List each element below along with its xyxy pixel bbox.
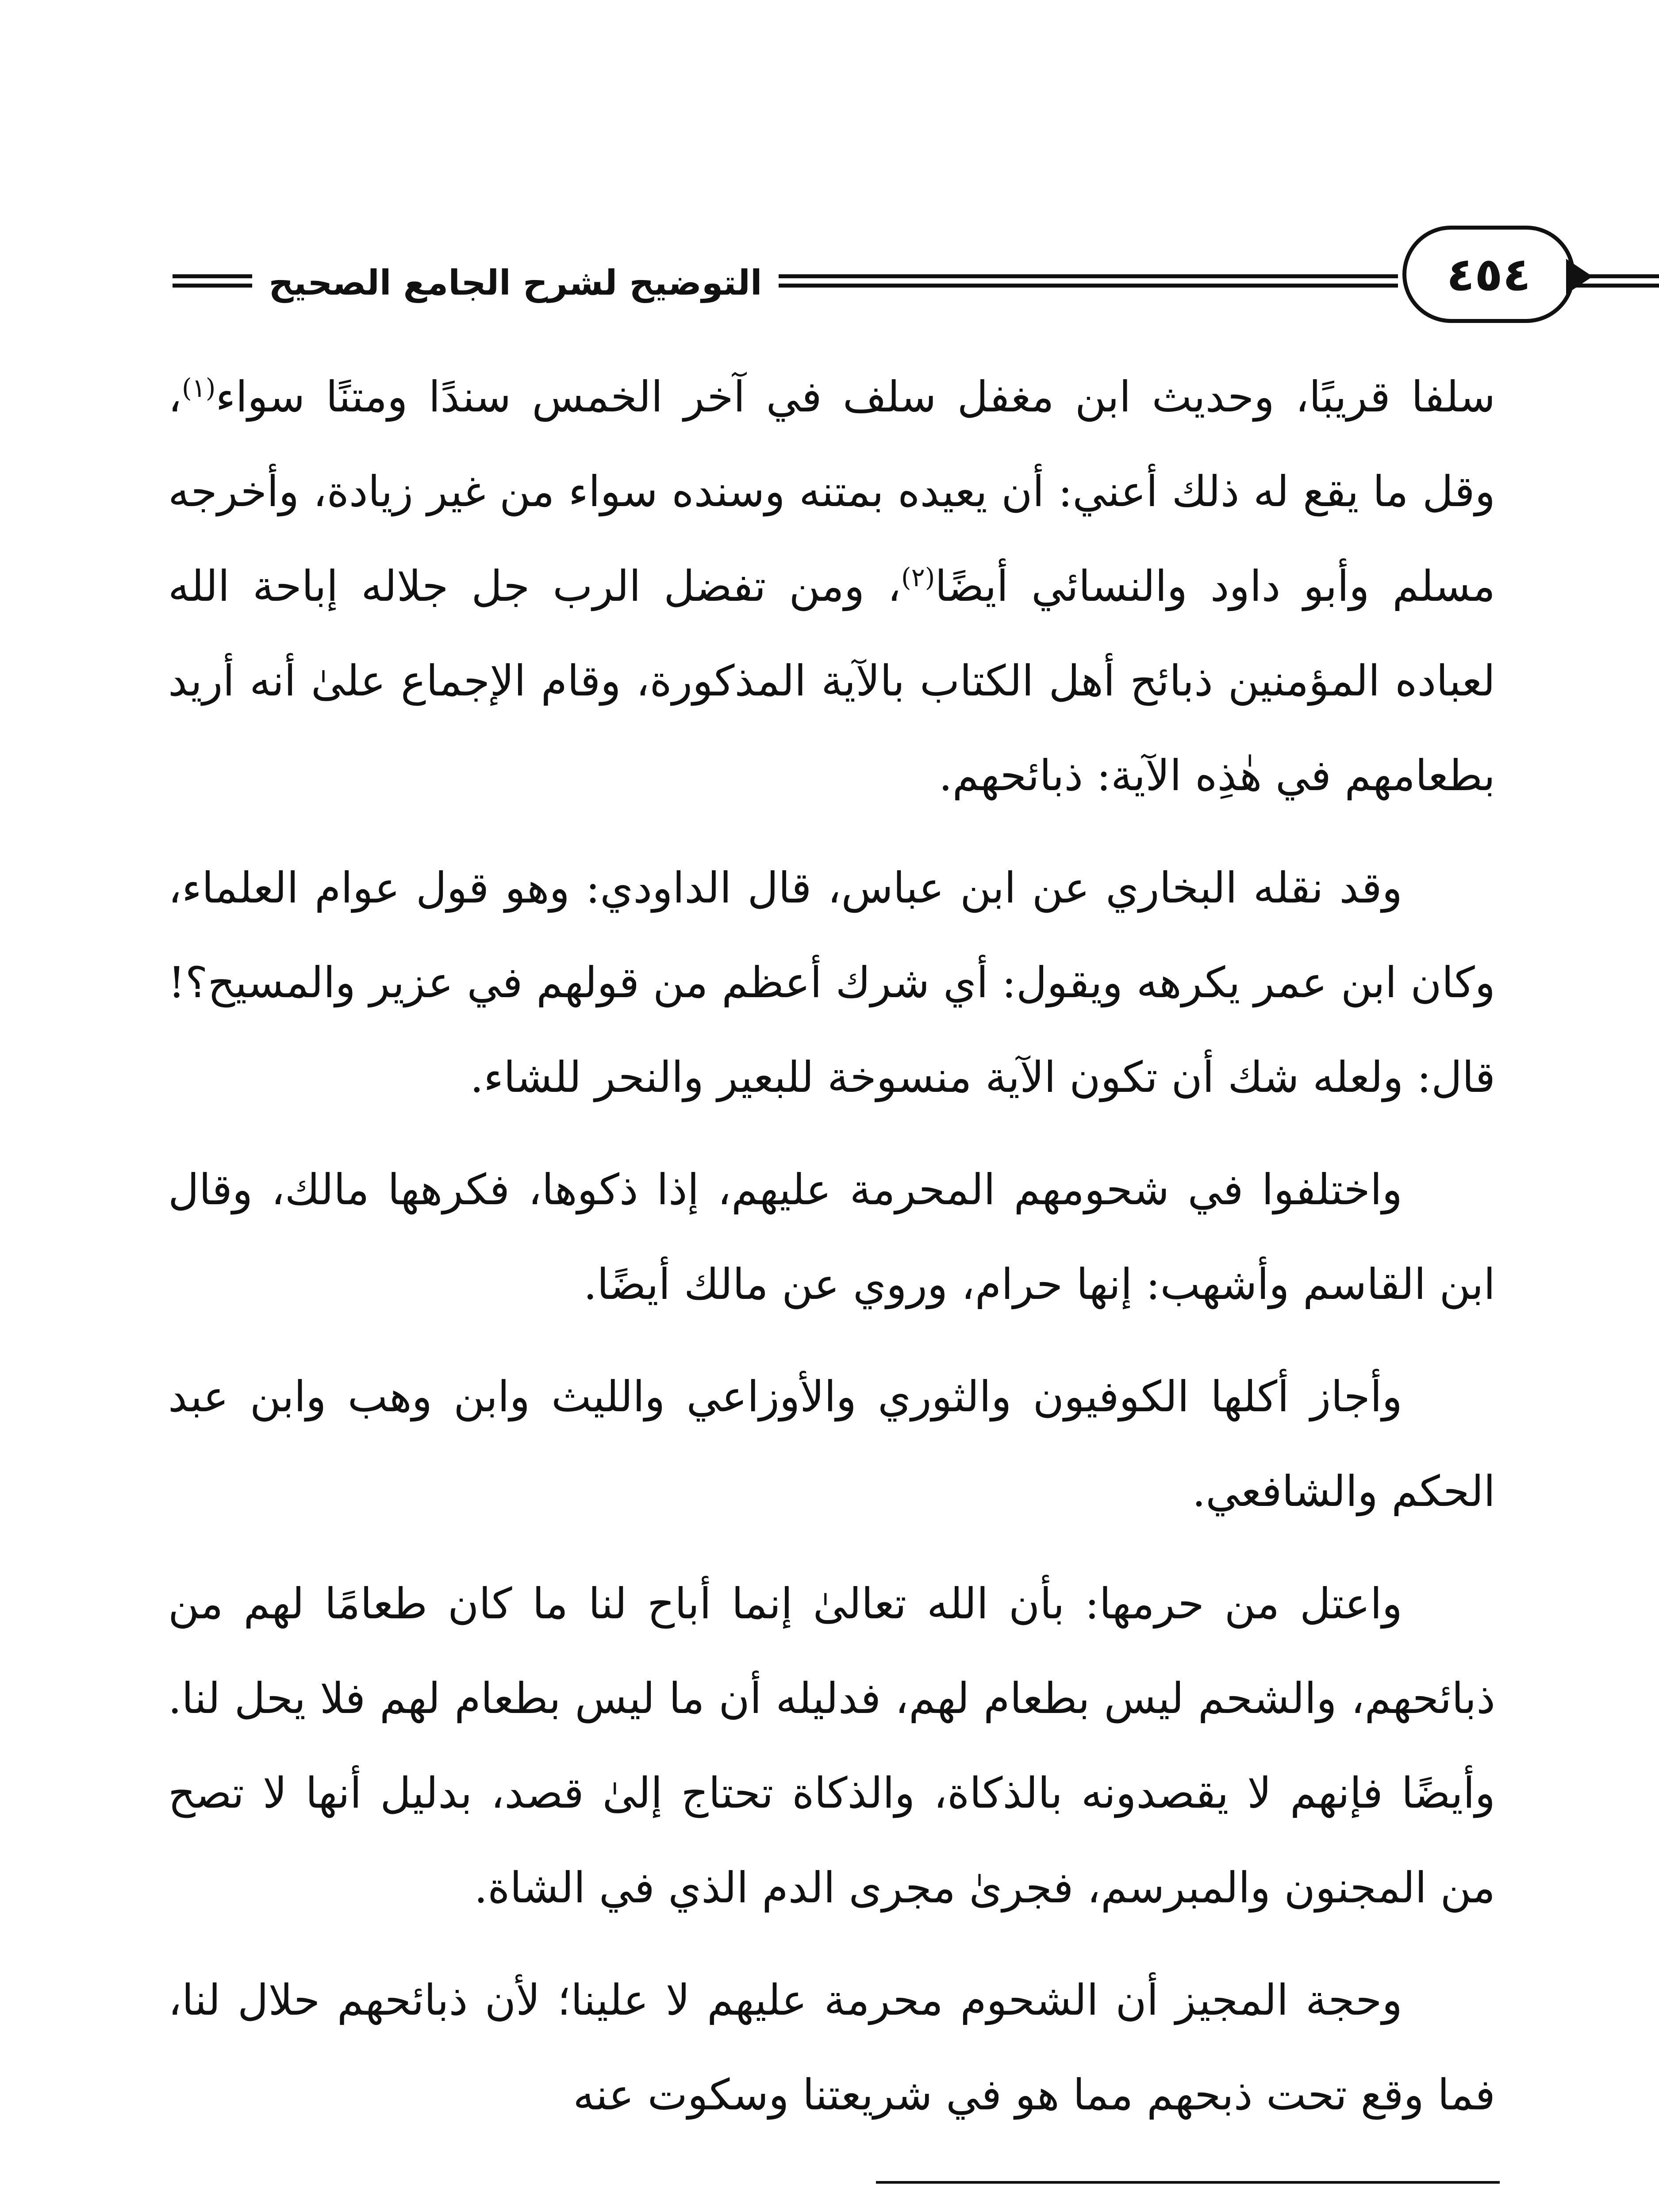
paragraph-4: وأجاز أكلها الكوفيون والثوري والأوزاعي والليث وابن وهب وابن عبد الحكم والشافعي. bbox=[168, 1372, 1495, 1516]
page-number-badge bbox=[1402, 226, 1575, 323]
paragraph-3: واختلفوا في شحومهم المحرمة عليهم، إذا ذكوها، فكرهها مالك، وقال ابن القاسم وأشهب: إنها حرام، وروي عن مالك أيضًا. bbox=[168, 1165, 1495, 1309]
paragraph-2: وقد نقله البخاري عن ابن عباس، قال الداودي: وهو قول عوام العلماء، وكان ابن عمر يكرهه ويقول: أي شرك أعظم من قولهم في عزير والمسيح؟! قال: ولعله شك أن تكون الآية منسوخة للبعير والنحر للشاء. bbox=[168, 863, 1495, 1102]
footnote-ref-2[interactable]: (٢) bbox=[901, 562, 935, 592]
footnote-1 bbox=[168, 2208, 1495, 2212]
header-rule-middle bbox=[779, 274, 1398, 288]
footnote-1-mark bbox=[1429, 2208, 1495, 2212]
running-title: التوضيح لشرح الجامع الصحيح bbox=[269, 263, 762, 303]
paragraph-1-part-1: سلفا قريبًا، وحديث ابن مغفل سلف في آخر الخمس سندًا ومتنًا سواء bbox=[215, 372, 1496, 422]
paragraph-1-part-2: ، وقل ما يقع له ذلك أعني: أن يعيده بمتنه وسنده سواء من غير زيادة، وأخرجه مسلم وأبو داود والنسائي أيضًا bbox=[168, 372, 1496, 611]
page-number: ٤٥٤ bbox=[1446, 247, 1531, 301]
footnotes bbox=[168, 2208, 1495, 2212]
running-header bbox=[173, 221, 1531, 327]
paragraph-5: واعتل من حرمها: بأن الله تعالىٰ إنما أباح لنا ما كان طعامًا لهم من ذبائحهم، والشحم ليس بطعام لهم، فدليله أن ما ليس بطعام لهم فلا يحل لنا. وأيضًا فإنهم لا يقصدونه بالذكاة، والذكاة تحتاج إلىٰ قصد، بدليل أنها لا تصح من المجنون والمبرسم، فجرىٰ مجرى الدم الذي في الشاة. bbox=[168, 1579, 1495, 1912]
footnote-1-text bbox=[168, 2208, 1429, 2212]
footnote-separator bbox=[876, 2181, 1500, 2184]
paragraph-6: وحجة المجيز أن الشحوم محرمة عليهم لا علينا؛ لأن ذبائحهم حلال لنا، فما وقع تحت ذبحهم مما هو في شريعتنا وسكوت عنه bbox=[168, 1975, 1495, 2120]
paragraph-1-part-3: ، ومن تفضل الرب جل جلاله إباحة الله لعباده المؤمنين ذبائح أهل الكتاب بالآية المذكورة، وقام الإجماع علىٰ أنه أريد بطعامهم في هٰذِه الآية: ذبائحهم. bbox=[168, 561, 1495, 800]
header-rule-right bbox=[1575, 274, 1659, 288]
header-rule-left bbox=[173, 274, 252, 288]
paragraph-1 bbox=[168, 349, 1495, 823]
footnote-ref-1[interactable]: (١) bbox=[181, 373, 216, 403]
main-text bbox=[168, 349, 1495, 2160]
